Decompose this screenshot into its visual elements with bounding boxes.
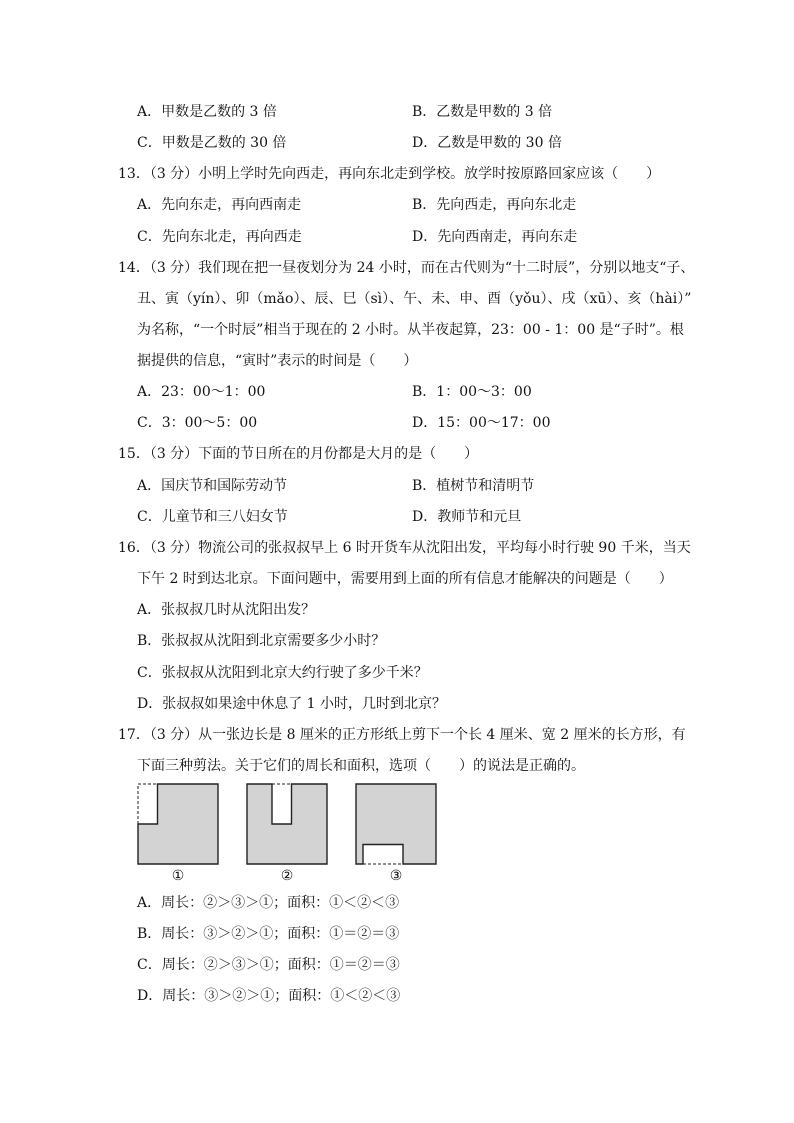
q15-option-d: D．教师节和元旦 (412, 509, 522, 525)
q16-option-b: B．张叔叔从沈阳到北京需要多少小时？ (137, 633, 386, 649)
q14-stem-line4: 据提供的信息，“寅时”表示的时间是（ ） (137, 353, 418, 369)
figure-1-shape (138, 784, 218, 864)
q16-option-c: C．张叔叔从沈阳到北京大约行驶了多少千米？ (137, 665, 428, 681)
q13-option-a: A．先向东走，再向西南走 (137, 197, 302, 213)
figure-3 (355, 783, 437, 865)
q17-option-a: A．周长：②＞③＞①；面积：①＜②＜③ (137, 895, 400, 911)
figure-1-label: ① (171, 868, 185, 884)
q13-stem: 13．（3 分）小明上学时先向西走，再向东北走到学校。放学时按原路回家应该（ ） (118, 166, 661, 182)
q15-option-a: A．国庆节和国际劳动节 (137, 478, 288, 494)
q16-stem-line2: 下午 2 时到达北京。下面问题中，需要用到上面的所有信息才能解决的问题是（ ） (137, 571, 673, 587)
q14-option-d: D．15：00～17：00 (412, 415, 551, 431)
q15-option-b: B．植树节和清明节 (412, 478, 535, 494)
q16-option-a: A．张叔叔几时从沈阳出发？ (137, 602, 316, 618)
q17-stem-line1: 17．（3 分）从一张边长是 8 厘米的正方形纸上剪下一个长 4 厘米、宽 2 厘米的长方形，有 (118, 727, 686, 743)
figure-1-cut-outline (138, 784, 158, 824)
q12-option-a: A．甲数是乙数的 3 倍 (137, 104, 277, 120)
q17-option-b: B．周长：③＞②＞①；面积：①＝②＝③ (137, 926, 400, 942)
q16-option-d: D．张叔叔如果途中休息了 1 小时，几时到北京？ (137, 696, 447, 712)
q14-option-b: B．1：00～3：00 (412, 384, 532, 400)
q14-stem-line2: 丑、寅（yín）、卯（mǎo）、辰、巳（sì）、午、未、申、酉（yǒu）、戌（xū）、亥（hài）” (137, 291, 692, 307)
q17-option-c: C．周长：②＞③＞①；面积：①＝②＝③ (137, 957, 400, 973)
figure-2-label: ② (280, 868, 294, 884)
figure-3-label: ③ (389, 868, 403, 884)
q13-option-d: D．先向西南走，再向东走 (412, 229, 578, 245)
q17-stem-line2: 下面三种剪法。关于它们的周长和面积，选项（ ）的说法是正确的。 (137, 758, 585, 774)
q12-option-b: B．乙数是甲数的 3 倍 (412, 104, 553, 120)
q16-stem-line1: 16．（3 分）物流公司的张叔叔早上 6 时开货车从沈阳出发，平均每小时行驶 90 千米，当天 (118, 540, 691, 556)
q12-option-d: D．乙数是甲数的 30 倍 (412, 135, 562, 151)
figure-3-shape (356, 784, 436, 864)
q12-option-c: C．甲数是乙数的 30 倍 (137, 135, 287, 151)
q15-stem: 15．（3 分）下面的节日所在的月份都是大月的是（ ） (118, 446, 479, 462)
figure-2 (246, 783, 328, 865)
q13-option-b: B．先向西走，再向东北走 (412, 197, 577, 213)
figure-1 (137, 783, 219, 865)
cut-figures (137, 783, 447, 887)
q14-option-c: C．3：00～5：00 (137, 415, 258, 431)
q17-option-d: D．周长：③＞②＞①；面积：①＜②＜③ (137, 988, 401, 1004)
q14-option-a: A．23：00～1：00 (137, 384, 266, 400)
q14-stem-line1: 14．（3 分）我们现在把一昼夜划分为 24 小时，而在古代则为“十二时辰”，分别以地支“子、 (118, 260, 695, 276)
q13-option-c: C．先向东北走，再向西走 (137, 229, 302, 245)
q14-stem-line3: 为名称，“一个时辰”相当于现在的 2 小时。从半夜起算，23：00 - 1：00 是“子时”。根 (137, 322, 684, 338)
q15-option-c: C．儿童节和三八妇女节 (137, 509, 288, 525)
figure-2-shape (247, 784, 327, 864)
